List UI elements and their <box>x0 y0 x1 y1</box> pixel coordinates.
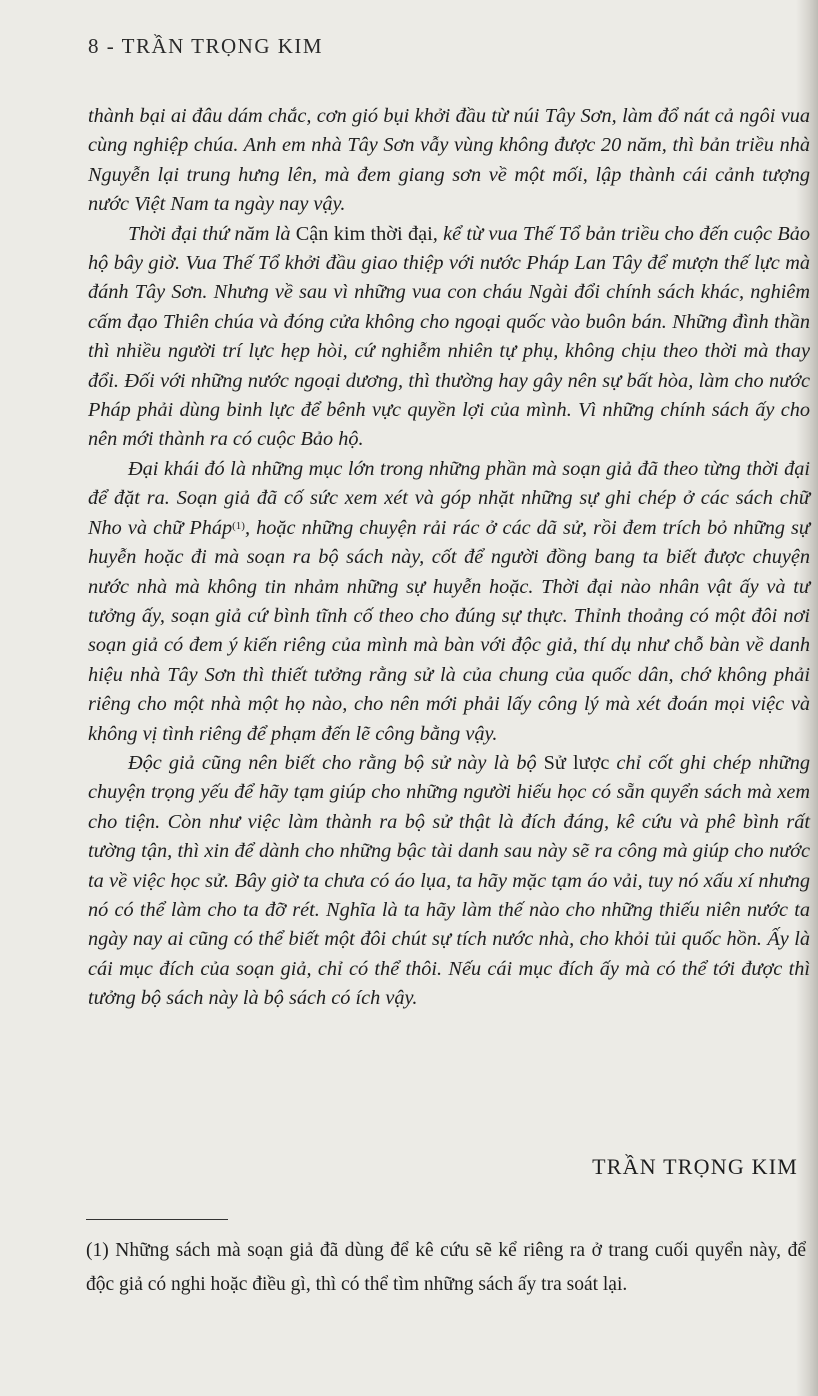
paragraph-3-lead: Đại khái đó là những mục lớn trong những phần mà soạn giả đã theo từng thời đại để đặt ra. Soạn giả đã cố sức xem xét và góp nhặt những sự ghi chép ở các sách chữ Nho và chữ Pháp <box>88 457 810 539</box>
header-author: TRẦN TRỌNG KIM <box>121 34 324 58</box>
paragraph-3 <box>88 455 810 749</box>
paragraph-1: thành bại ai đâu dám chắc, cơn gió bụi khởi đầu từ núi Tây Sơn, làm đổ nát cả ngôi vua cùng nghiệp chúa. Anh em nhà Tây Sơn vẫy vùng không được 20 năm, thì bản triều nhà Nguyễn lại trung hưng lên, mà đem giang sơn về một mối, lập thành cái cảnh tượng nước Việt Nam ta ngày nay vậy. <box>88 105 810 216</box>
footnote-marker: (1) <box>232 519 245 532</box>
paragraph-2-lead: Thời đại thứ năm là <box>128 222 296 245</box>
header-separator: - <box>106 34 116 58</box>
paragraph-4-rest: chỉ cốt ghi chép những chuyện trọng yếu để hãy tạm giúp cho những người hiếu học có sẵn quyển sách mà xem cho tiện. Còn như việc làm thành ra bộ sử thật là đích đáng, kê cứu và phê bình rất tường tận, thì xin để dành cho những bậc tài danh sau này sẽ ra công mà giúp cho nước ta về việc học sử. Bây giờ ta chưa có áo lụa, ta hãy mặc tạm áo vải, tuy nó xấu xí nhưng nó có thể làm cho ta đỡ rét. Nghĩa là ta hãy làm thế nào cho những thiếu niên nước ta ngày nay ai cũng có thể biết một đôi chút sự tích nước nhà, cho khỏi tủi quốc hồn. Ấy là cái mục đích của soạn giả, chỉ có thể thôi. Nếu cái mục đích ấy mà có thể tới được thì tưởng bộ sách này là bộ sách có ích vậy. <box>88 751 810 1010</box>
page-number: 8 <box>88 34 100 58</box>
footnote-rule <box>86 1219 228 1220</box>
term-su-luoc: Sử lược <box>543 751 610 774</box>
footnote: (1) Những sách mà soạn giả đã dùng để kê cứu sẽ kể riêng ra ở trang cuối quyển này, để độc giả có nghi hoặc điều gì, thì có thể tìm những sách ấy tra soát lại. <box>86 1240 806 1295</box>
paragraph-2-rest: , kể từ vua Thế Tổ bản triều cho đến cuộc Bảo hộ bây giờ. Vua Thế Tổ khởi đầu giao thiệp với nước Pháp Lan Tây để mượn thế lực mà đánh Tây Sơn. Nhưng về sau vì những vua con cháu Ngài đổi chính sách khác, nghiêm cấm đạo Thiên chúa và đóng cửa không cho ngoại quốc vào buôn bán. Những đình thần thì nhiều người trí lực hẹp hòi, cứ nghiễm nhiên tự phụ, không chịu theo thời mà thay đổi. Đối với những nước ngoại dương, thì thường hay gây nên sự bất hòa, làm cho nước Pháp phải dùng binh lực để bênh vực quyền lợi của mình. Vì những chính sách ấy cho nên mới thành ra có cuộc Bảo hộ. <box>88 222 810 451</box>
term-can-kim-thoi-dai: Cận kim thời đại <box>295 222 433 245</box>
main-text <box>88 102 810 1014</box>
paragraph-4-lead: Độc giả cũng nên biết cho rằng bộ sử này là bộ <box>128 751 544 774</box>
paragraph-4 <box>88 749 810 1014</box>
paragraph-3-rest: , hoặc những chuyện rải rác ở các dã sử, rồi đem trích bỏ những sự huyễn hoặc đi mà soạn ra bộ sách này, cốt để người đồng bang ta biết được chuyện nước nhà mà không tin nhảm những sự huyễn hoặc. Thời đại nào nhân vật ấy và tư tưởng ấy, soạn giả cứ bình tĩnh cố theo cho đúng sự thực. Thỉnh thoảng có một đôi nơi soạn giả có đem ý kiến riêng của mình mà bàn với độc giả, thí dụ như chỗ bàn về danh hiệu nhà Tây Sơn thì thiết tưởng rằng sử là của chung của quốc dân, chớ không phải riêng cho một nhà một họ nào, cho nên mới phải lấy công lý mà xét đoán mọi việc và không vị tình riêng để phạm đến lẽ công bằng vậy. <box>88 516 810 745</box>
paragraph-2 <box>88 220 810 455</box>
author-signature: TRẦN TRỌNG KIM <box>592 1154 798 1179</box>
running-header <box>88 34 323 59</box>
